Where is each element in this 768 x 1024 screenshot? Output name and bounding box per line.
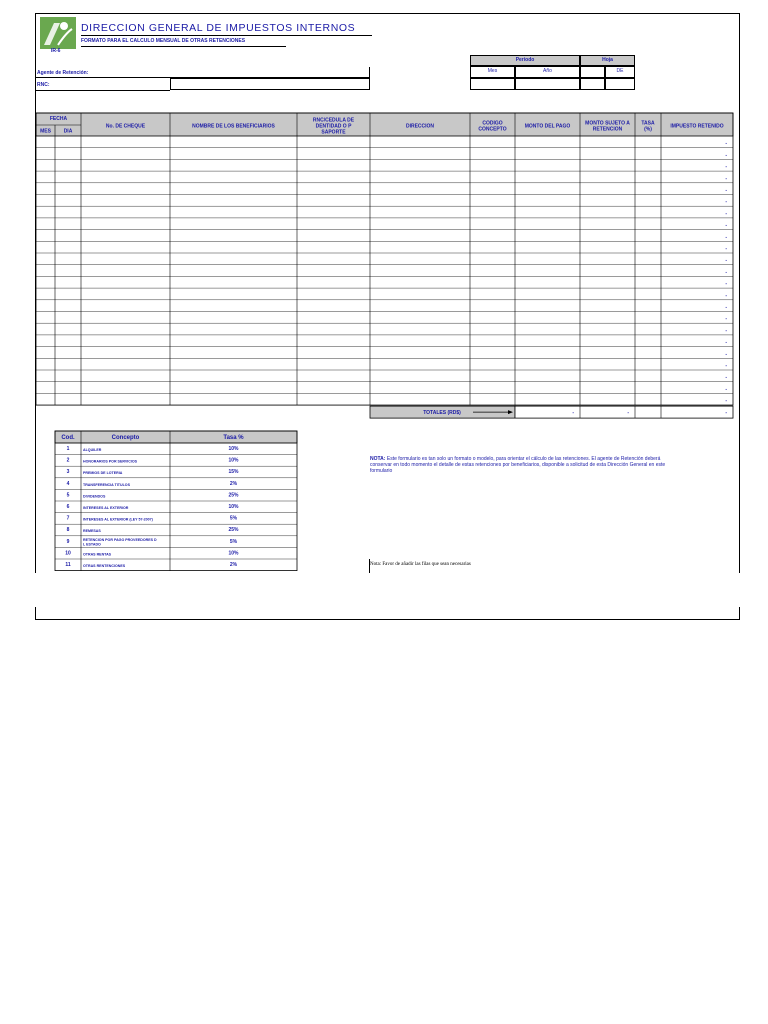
concept-tasa: 2% (229, 562, 238, 568)
concept-tasa: 10% (228, 457, 239, 464)
concept-cod: 1 (66, 446, 70, 452)
impuesto-cell: - (725, 339, 727, 346)
concepts-header-concepto: Concepto (111, 435, 140, 441)
periodo-ano-label: Año (515, 66, 580, 78)
concept-name: INTERESES AL EXTERIOR (83, 506, 129, 510)
concept-tasa: 10% (228, 446, 239, 452)
impuesto-cell: - (725, 222, 727, 229)
concept-tasa: 2% (229, 480, 238, 487)
header-2: DENTIDAD O P (315, 123, 352, 130)
nota-footer: Nota: Favor de añadir las filas que sean necesarias (370, 562, 471, 567)
form-code: IR-6 (51, 48, 61, 54)
impuesto-cell: - (725, 152, 727, 159)
page-bottom-bracket (35, 607, 740, 620)
impuesto-cell: - (725, 374, 727, 381)
impuesto-cell: - (725, 363, 727, 369)
concept-tasa: 10% (228, 504, 239, 510)
concept-cod: 10 (65, 550, 71, 557)
concepts-header-bg (55, 431, 297, 443)
periodo-mes-label: Mes (470, 66, 515, 78)
header-8: IMPUESTO RETENIDO (670, 123, 724, 130)
impuesto-cell: - (725, 175, 727, 182)
page-title: DIRECCION GENERAL DE IMPUESTOS INTERNOS (81, 22, 356, 34)
concept-tasa: 10% (228, 550, 239, 557)
concept-name: OTRAS RENTENCIONES (83, 564, 126, 568)
header-6: RETENCION (592, 126, 623, 133)
concept-name: RETENCION POR PAGO PROVEEDORES D (83, 537, 157, 542)
totales-monto-pago: - (572, 410, 574, 417)
header-0: No. DE CHEQUE (105, 123, 146, 130)
concept-name: REMESAS (83, 529, 101, 534)
concept-cod: 5 (66, 492, 70, 499)
impuesto-cell: - (725, 316, 727, 323)
header-7: TASA (641, 120, 655, 127)
concept-tasa: 15% (228, 469, 239, 476)
header-6: MONTO SUJETO A (585, 120, 630, 127)
nota-bracket (369, 559, 370, 573)
concept-name-cont: L ESTADO (83, 542, 101, 547)
impuesto-cell: - (725, 281, 727, 288)
impuesto-cell: - (725, 199, 727, 206)
impuesto-cell: - (725, 257, 727, 264)
concept-cod: 4 (66, 480, 70, 487)
nota-body: Este formulario es tan solo un formato o modelo, para orientar el cálculo de las retenciones. El agente de Retención deberá conservar en todo momento el detalle de estas retenciones por beneficiarios, disponible a solicitud de esta Dirección General en este formulario (370, 456, 666, 474)
concepts-header-tasa: Tasa % (223, 435, 244, 441)
totales-label: TOTALES (RD$) (423, 410, 461, 417)
concept-tasa: 5% (229, 538, 238, 545)
hoja-header: Hoja (580, 55, 635, 66)
hoja-de-label: DE (605, 66, 635, 78)
concept-tasa: 25% (228, 527, 239, 534)
impuesto-cell: - (725, 351, 727, 358)
header-2: SAPORTE (321, 129, 346, 136)
impuesto-cell: - (725, 246, 727, 252)
concept-name: ALQUILER (83, 448, 102, 452)
impuesto-cell: - (725, 292, 727, 299)
impuesto-cell: - (725, 386, 727, 393)
totales-impuesto: - (725, 410, 727, 417)
concept-cod: 9 (66, 538, 70, 545)
impuesto-cell: - (725, 140, 727, 147)
header-5: MONTO DEL PAGO (524, 123, 571, 130)
impuesto-cell: - (725, 327, 727, 334)
concept-name: PREMIOS DE LOTERIA (83, 471, 123, 476)
nota-label: NOTA: (370, 456, 386, 462)
concept-cod: 3 (66, 469, 70, 476)
totales-monto-sujeto: - (627, 410, 629, 417)
concept-tasa: 25% (228, 492, 239, 499)
impuesto-cell: - (725, 304, 727, 311)
concept-name: HONORARIOS POR SERVICIOS (83, 459, 138, 464)
concept-name: INTERESES AL EXTERIOR (LEY 57-2007) (83, 517, 153, 522)
concepts-header-cod: Cod. (61, 435, 75, 441)
header-mes: MES (40, 128, 51, 135)
nota-text (370, 456, 670, 474)
impuesto-cell: - (725, 269, 727, 276)
concept-cod: 8 (66, 527, 70, 534)
agente-label: Agente de Retención: (37, 70, 89, 76)
concept-name: OTRAS RENTAS (83, 552, 112, 557)
impuesto-cell: - (725, 398, 727, 405)
header-dia: DIA (63, 128, 73, 135)
concept-cod: 2 (66, 457, 70, 464)
concept-cod: 6 (66, 504, 70, 510)
impuesto-cell: - (725, 234, 727, 241)
concept-tasa: 5% (229, 515, 238, 522)
header-4: CODIGO (482, 120, 503, 127)
header-1: NOMBRE DE LOS BENEFICIARIOS (192, 123, 275, 130)
page-subtitle: FORMATO PARA EL CALCULO MENSUAL DE OTRAS RETENCIONES (81, 38, 246, 44)
header-4: CONCEPTO (478, 126, 507, 133)
impuesto-cell: - (725, 164, 727, 171)
impuesto-cell: - (725, 210, 727, 217)
periodo-header: Periodo (470, 55, 580, 66)
header-2: RNC/CEDULA DE (312, 117, 355, 124)
concept-cod: 11 (65, 562, 71, 568)
rnc-label: RNC: (37, 82, 50, 88)
header-3: DIRECCION (405, 123, 435, 130)
concept-name: DIVIDENDOS (83, 494, 106, 499)
impuesto-cell: - (725, 187, 727, 194)
header-fecha: FECHA (49, 116, 68, 122)
concept-name: TRANSFERENCIA TITULOS (83, 482, 130, 487)
concept-cod: 7 (66, 515, 70, 522)
header-7: (%) (644, 126, 652, 133)
